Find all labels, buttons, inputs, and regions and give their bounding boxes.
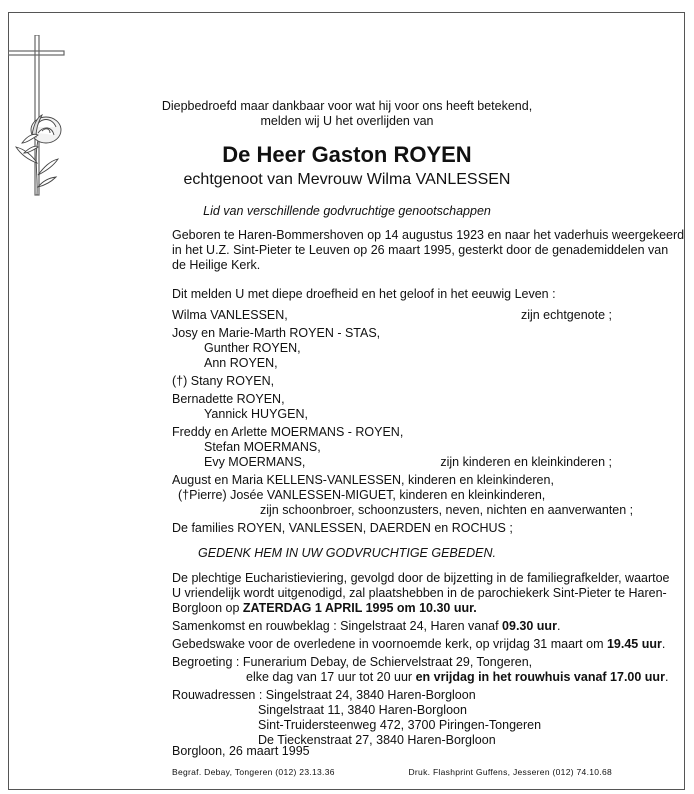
ceremony-line-3 (172, 601, 477, 616)
ceremony-date: ZATERDAG 1 APRIL 1995 om 10.30 uur. (242, 601, 477, 615)
family-child-4: Freddy en Arlette MOERMANS - ROYEN, (172, 425, 404, 439)
bio-line-2: in het U.Z. Sint-Pieter te Leuven op 26 maart 1995, gesterkt door de genademiddelen van (172, 243, 669, 257)
family-wife: Wilma VANLESSEN, (172, 308, 288, 322)
gathering-period: . (556, 619, 561, 633)
family-sibling-2: (†Pierre) Josée VANLESSEN-MIGUET, kinderen en kleinkinderen, (178, 488, 546, 502)
family-child-1: Josy en Marie-Marth ROYEN - STAS, (172, 326, 381, 340)
family-families: De families ROYEN, VANLESSEN, DAERDEN en ROCHUS ; (172, 521, 513, 535)
footer-printer: Druk. Flashprint Guffens, Jesseren (012) 74.10.68 (408, 767, 612, 777)
wake-period: . (661, 637, 666, 651)
membership-line: Lid van verschillende godvruchtige genootschappen (203, 204, 491, 218)
intro-line-2: melden wij U het overlijden van (260, 114, 434, 128)
family-child-2: (†) Stany ROYEN, (172, 374, 275, 388)
family-sibling-1: August en Maria KELLENS-VANLESSEN, kinderen en kleinkinderen, (172, 473, 554, 487)
ceremony-line-1: De plechtige Eucharistieviering, gevolgd door de bijzetting in de familiegrafkelder, waartoe (172, 571, 670, 585)
greeting-hours: elke dag van 17 uur tot 20 uur (246, 670, 416, 684)
address-line-4: De Tieckenstraat 27, 3840 Haren-Borgloon (258, 733, 496, 747)
greeting-line-2 (246, 670, 668, 685)
ceremony-line-3-text: Borgloon op (172, 601, 243, 615)
family-children-role: zijn kinderen en kleinkinderen ; (440, 455, 612, 469)
family-grandchild-1b: Ann ROYEN, (204, 356, 278, 370)
family-grandchild-4a: Stefan MOERMANS, (204, 440, 321, 454)
wake-time: 19.45 uur (606, 637, 662, 651)
bio-line-1: Geboren te Haren-Bommershoven op 14 augustus 1923 en naar het vaderhuis weergekeerd (172, 228, 685, 242)
family-grandchild-3a: Yannick HUYGEN, (204, 407, 308, 421)
address-line-2: Singelstraat 11, 3840 Haren-Borgloon (258, 703, 467, 717)
intro-line-1: Diepbedroefd maar dankbaar voor wat hij voor ons heeft betekend, (161, 99, 533, 113)
family-wife-role: zijn echtgenote ; (520, 308, 612, 322)
address-line-1: Rouwadressen : Singelstraat 24, 3840 Haren-Borgloon (172, 688, 476, 702)
address-line-3: Sint-Truidersteenweg 472, 3700 Piringen-Tongeren (258, 718, 542, 732)
ceremony-line-2: U vriendelijk wordt uitgenodigd, zal plaatshebben in de parochiekerk Sint-Pieter te Haren- (172, 586, 667, 600)
gathering-text: Samenkomst en rouwbeklag : Singelstraat 24, Haren vanaf (172, 619, 503, 633)
place-date: Borgloon, 26 maart 1995 (172, 744, 310, 758)
deceased-name: De Heer Gaston ROYEN (222, 142, 472, 167)
wake-line (172, 637, 665, 652)
bio-line-3: de Heilige Kerk. (172, 258, 261, 272)
spouse-line: echtgenoot van Mevrouw Wilma VANLESSEN (183, 171, 511, 188)
announce-line: Dit melden U met diepe droefheid en het geloof in het eeuwig Leven : (172, 287, 556, 301)
wake-text: Gebedswake voor de overledene in voornoemde kerk, op vrijdag 31 maart om (172, 637, 607, 651)
gathering-time: 09.30 uur (502, 619, 557, 633)
gathering-line (172, 619, 560, 634)
footer-funeral-home: Begraf. Debay, Tongeren (012) 23.13.36 (172, 767, 335, 777)
family-relatives-role: zijn schoonbroer, schoonzusters, neven, nichten en aanverwanten ; (260, 503, 634, 517)
greeting-line-1: Begroeting : Funerarium Debay, de Schiervelstraat 29, Tongeren, (172, 655, 533, 669)
family-child-3: Bernadette ROYEN, (172, 392, 285, 406)
prayer-line: GEDENK HEM IN UW GODVRUCHTIGE GEBEDEN. (198, 546, 496, 560)
family-grandchild-1a: Gunther ROYEN, (204, 341, 301, 355)
family-grandchild-4b: Evy MOERMANS, (204, 455, 306, 469)
greeting-period: . (664, 670, 669, 684)
greeting-friday: en vrijdag in het rouwhuis vanaf 17.00 uur (415, 670, 665, 684)
